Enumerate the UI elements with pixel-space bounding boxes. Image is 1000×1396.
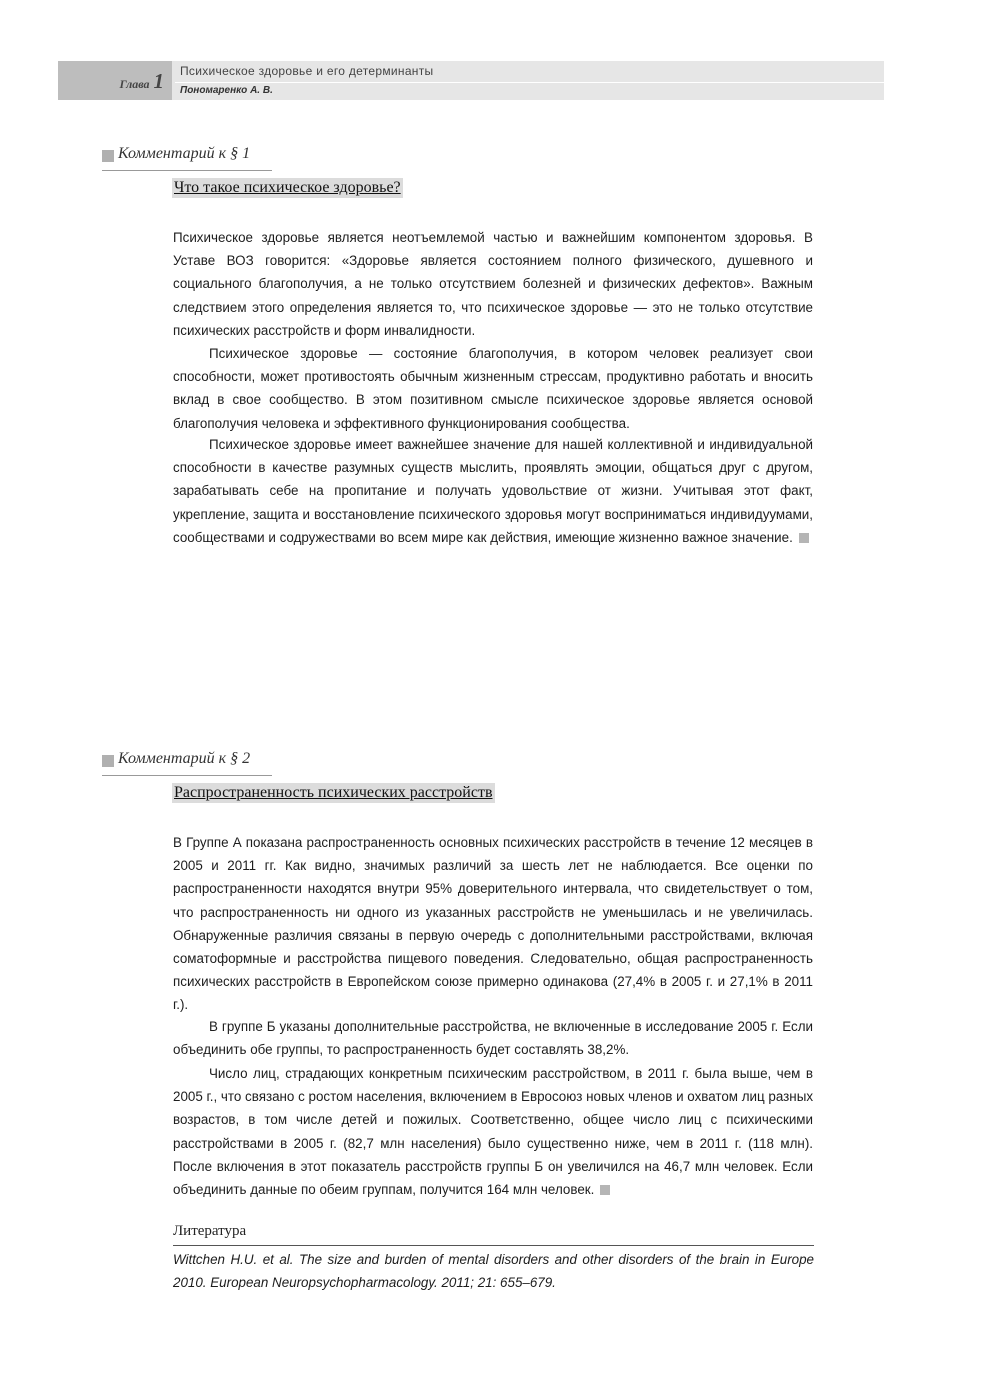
- comment-2-label: Комментарий к § 2: [118, 750, 251, 767]
- literature-heading: Литература: [173, 1223, 247, 1239]
- literature-divider: [173, 1245, 814, 1246]
- header-divider: [175, 82, 884, 83]
- comment-1-heading: [102, 146, 272, 171]
- section-2-paragraph-1: В Группе А показана распространенность основных психических расстройств в течение 12 месяцев в 2005 и 2011 гг. Как видно, значимых различий за шесть лет не наблюдается. Все оценки по распространенности находятся внутри 95% доверительного интервала, что свидетельствует о том, что распространенность ни одного из указанных расстройств не уменьшилась и не увеличилась. Обнаруженные различия связаны в первую очередь с дополнительными расстройствами, включая соматоформные и расстройства пищевого поведения. Следовательно, общая распространенность психических расстройств в Европейском союзе примерно одинакова (27,4% в 2005 г. и 27,1% в 2011 г.).: [173, 835, 813, 1013]
- section-1-title: Что такое психическое здоровье?: [174, 179, 401, 196]
- running-header-title: Психическое здоровье и его детерминанты: [180, 64, 434, 78]
- chapter-label: Глава 1: [119, 69, 164, 93]
- literature-reference: Wittchen H.U. et al. The size and burden of mental disorders and other disorders of the brain in Europe 2010. European Neuropsychopharmacology. 2011; 21: 655–679.: [173, 1252, 814, 1290]
- end-of-section-icon: [799, 533, 809, 543]
- end-of-section-icon: [600, 1185, 610, 1195]
- section-1-paragraph-3: Психическое здоровье имеет важнейшее значение для нашей коллективной и индивидуальной способности в качестве разумных существ мыслить, проявлять эмоции, общаться друг с другом, зарабатывать себе на пропитание и получать удовольствие от жизни. Учитывая этот факт, укрепление, защита и восстановление психического здоровья могут восприниматься индивидуумами, сообществами и содружествами во всем мире как действия, имеющие жизненно важное значение.: [173, 437, 813, 545]
- comment-1-label: Комментарий к § 1: [118, 145, 251, 162]
- running-header-author: Пономаренко А. В.: [180, 85, 273, 96]
- section-2-paragraph-2: В группе Б указаны дополнительные расстройства, не включенные в исследование 2005 г. Если объединить обе группы, то распространенность будет составлять 38,2%.: [173, 1019, 813, 1058]
- comment-2-heading: [102, 751, 272, 776]
- section-1-paragraph-1: Психическое здоровье является неотъемлемой частью и важнейшим компонентом здоровья. В Уставе ВОЗ говорится: «Здоровье является состоянием полного физического, душевного и социального благополучия, а не только отсутствием болезней и физических дефектов». Важным следствием этого определения является то, что психическое здоровье — это не только отсутствие психических расстройств и форм инвалидности.: [173, 230, 813, 338]
- section-2-paragraph-3: Число лиц, страдающих конкретным психическим расстройством, в 2011 г. была выше, чем в 2005 г., что связано с ростом населения, включением в Евросоюз новых членов и охватом лиц разных возрастов, в том числе детей и пожилых. Соответственно, общее число лиц с психическими расстройствами в 2005 г. (82,7 млн населения) было существенно ниже, чем в 2011 г. (118 млн). После включения в этот показатель расстройств группы Б он увеличился на 46,7 млн человек. Если объединить данные по обеим группам, получится 164 млн человек.: [173, 1066, 814, 1198]
- square-bullet-icon: [102, 755, 114, 767]
- square-bullet-icon: [102, 150, 114, 162]
- section-2-title: Распространенность психических расстройств: [174, 784, 493, 801]
- section-1-paragraph-2: Психическое здоровье — состояние благополучия, в котором человек реализует свои способности, может противостоять обычным жизненным стрессам, продуктивно работать и вносить вклад в свое сообщество. В этом позитивном смысле психическое здоровье является основой благополучия человека и эффективного функционирования сообщества.: [173, 346, 813, 431]
- chapter-tab: [58, 61, 172, 100]
